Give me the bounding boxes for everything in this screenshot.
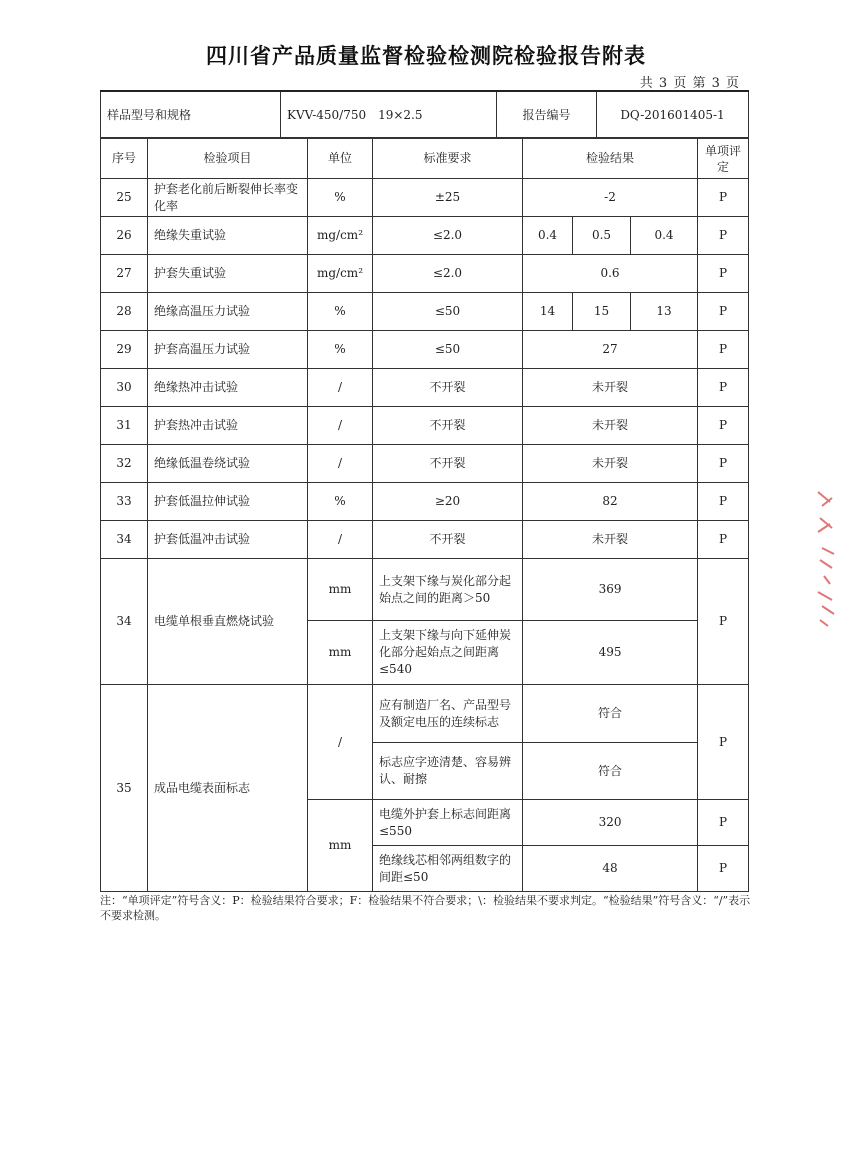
row-req: 不开裂 xyxy=(373,521,523,559)
row-no: 30 xyxy=(101,369,148,407)
row-unit: % xyxy=(308,331,373,369)
row-item: 电缆单根垂直燃烧试验 xyxy=(148,559,308,685)
row-no: 31 xyxy=(101,407,148,445)
table-row xyxy=(101,521,749,559)
row-unit: mg/cm² xyxy=(308,217,373,255)
row-unit: mm xyxy=(308,800,373,892)
row-result: 符合 xyxy=(523,743,698,800)
header-row xyxy=(101,139,749,179)
row-unit: / xyxy=(308,407,373,445)
row-req: ≤50 xyxy=(373,293,523,331)
row-result-1: 14 xyxy=(523,293,573,331)
header-no: 序号 xyxy=(101,139,148,179)
table-row xyxy=(101,483,749,521)
table-row xyxy=(101,179,749,217)
row-item: 成品电缆表面标志 xyxy=(148,685,308,892)
table-row xyxy=(101,369,749,407)
row-result: 27 xyxy=(523,331,698,369)
row-result: 未开裂 xyxy=(523,445,698,483)
row-verdict: P xyxy=(698,521,749,559)
row-verdict: P xyxy=(698,800,749,846)
row-result: 82 xyxy=(523,483,698,521)
row-verdict: P xyxy=(698,407,749,445)
row-unit: % xyxy=(308,483,373,521)
row-verdict: P xyxy=(698,846,749,892)
row-verdict: P xyxy=(698,255,749,293)
row-item: 绝缘热冲击试验 xyxy=(148,369,308,407)
header-req: 标准要求 xyxy=(373,139,523,179)
header-unit: 单位 xyxy=(308,139,373,179)
row-no: 26 xyxy=(101,217,148,255)
row-no: 34 xyxy=(101,521,148,559)
row-unit: mg/cm² xyxy=(308,255,373,293)
row-unit: % xyxy=(308,179,373,217)
report-title: 四川省产品质量监督检验检测院检验报告附表 xyxy=(206,44,646,68)
row-req: ≤2.0 xyxy=(373,217,523,255)
row-item: 绝缘失重试验 xyxy=(148,217,308,255)
row-result: 48 xyxy=(523,846,698,892)
row-req: 不开裂 xyxy=(373,407,523,445)
row-result: 320 xyxy=(523,800,698,846)
row-no: 34 xyxy=(101,559,148,685)
row-req: 不开裂 xyxy=(373,445,523,483)
row-item: 护套低温拉伸试验 xyxy=(148,483,308,521)
row-unit: / xyxy=(308,685,373,800)
footnote: 注：“单项评定”符号含义：P：检验结果符合要求；F：检验结果不符合要求；\：检验结果不要求判定。“检验结果”符号含义：“/”表示不要求检测。 xyxy=(100,894,751,922)
row-verdict: P xyxy=(698,685,749,800)
header-verdict: 单项评定 xyxy=(698,139,749,179)
row-req: 应有制造厂名、产品型号及额定电压的连续标志 xyxy=(373,685,523,743)
row-req: 上支架下缘与向下延伸炭化部分起始点之间距离≤540 xyxy=(373,621,523,685)
row-req: 标志应字迹清楚、容易辨认、耐擦 xyxy=(373,743,523,800)
row-verdict: P xyxy=(698,293,749,331)
table-row xyxy=(101,293,749,331)
spec-label: 样品型号和规格 xyxy=(101,91,281,138)
row-req: ≥20 xyxy=(373,483,523,521)
row-no: 33 xyxy=(101,483,148,521)
test-results-table xyxy=(100,138,749,892)
row-result-1: 0.4 xyxy=(523,217,573,255)
table-row xyxy=(101,255,749,293)
row-verdict: P xyxy=(698,483,749,521)
row-no: 29 xyxy=(101,331,148,369)
row-result: 未开裂 xyxy=(523,521,698,559)
row-req: ≤50 xyxy=(373,331,523,369)
row-item: 绝缘高温压力试验 xyxy=(148,293,308,331)
spec-value: KVV-450/750 19×2.5 xyxy=(281,91,497,138)
row-item: 护套低温冲击试验 xyxy=(148,521,308,559)
row-unit: / xyxy=(308,369,373,407)
row-unit: / xyxy=(308,521,373,559)
row-result: 369 xyxy=(523,559,698,621)
sample-info-table xyxy=(100,90,749,138)
row-verdict: P xyxy=(698,559,749,685)
row-verdict: P xyxy=(698,331,749,369)
table-row xyxy=(101,445,749,483)
row-item: 护套热冲击试验 xyxy=(148,407,308,445)
row-verdict: P xyxy=(698,217,749,255)
row-item: 绝缘低温卷绕试验 xyxy=(148,445,308,483)
row-result: -2 xyxy=(523,179,698,217)
row-verdict: P xyxy=(698,445,749,483)
report-value: DQ-201601405-1 xyxy=(597,91,749,138)
row-unit: % xyxy=(308,293,373,331)
row-unit: mm xyxy=(308,559,373,621)
row-no: 35 xyxy=(101,685,148,892)
row-result: 0.6 xyxy=(523,255,698,293)
row-item: 护套老化前后断裂伸长率变化率 xyxy=(148,179,308,217)
page-info: 共 3 页 第 3 页 xyxy=(639,76,740,91)
row-req: ±25 xyxy=(373,179,523,217)
row-no: 32 xyxy=(101,445,148,483)
table-row xyxy=(101,217,749,255)
row-item: 护套失重试验 xyxy=(148,255,308,293)
row-verdict: P xyxy=(698,369,749,407)
row-result-3: 13 xyxy=(631,293,698,331)
row-req: ≤2.0 xyxy=(373,255,523,293)
row-req: 电缆外护套上标志间距离≤550 xyxy=(373,800,523,846)
row-result: 未开裂 xyxy=(523,369,698,407)
row-no: 28 xyxy=(101,293,148,331)
row-verdict: P xyxy=(698,179,749,217)
header-item: 检验项目 xyxy=(148,139,308,179)
table-row xyxy=(101,331,749,369)
report-label: 报告编号 xyxy=(497,91,597,138)
row-req: 上支架下缘与炭化部分起始点之间的距离＞50 xyxy=(373,559,523,621)
row-no: 27 xyxy=(101,255,148,293)
row-req: 不开裂 xyxy=(373,369,523,407)
row-unit: mm xyxy=(308,621,373,685)
table-row xyxy=(101,685,749,743)
row-result: 符合 xyxy=(523,685,698,743)
row-result-3: 0.4 xyxy=(631,217,698,255)
table-row xyxy=(101,559,749,621)
row-unit: / xyxy=(308,445,373,483)
row-result: 495 xyxy=(523,621,698,685)
red-seal-stamp-fragment xyxy=(812,488,838,628)
table-row xyxy=(101,407,749,445)
row-result-2: 15 xyxy=(573,293,631,331)
header-result: 检验结果 xyxy=(523,139,698,179)
row-result: 未开裂 xyxy=(523,407,698,445)
row-result-2: 0.5 xyxy=(573,217,631,255)
row-item: 护套高温压力试验 xyxy=(148,331,308,369)
row-no: 25 xyxy=(101,179,148,217)
row-req: 绝缘线芯相邻两组数字的间距≤50 xyxy=(373,846,523,892)
